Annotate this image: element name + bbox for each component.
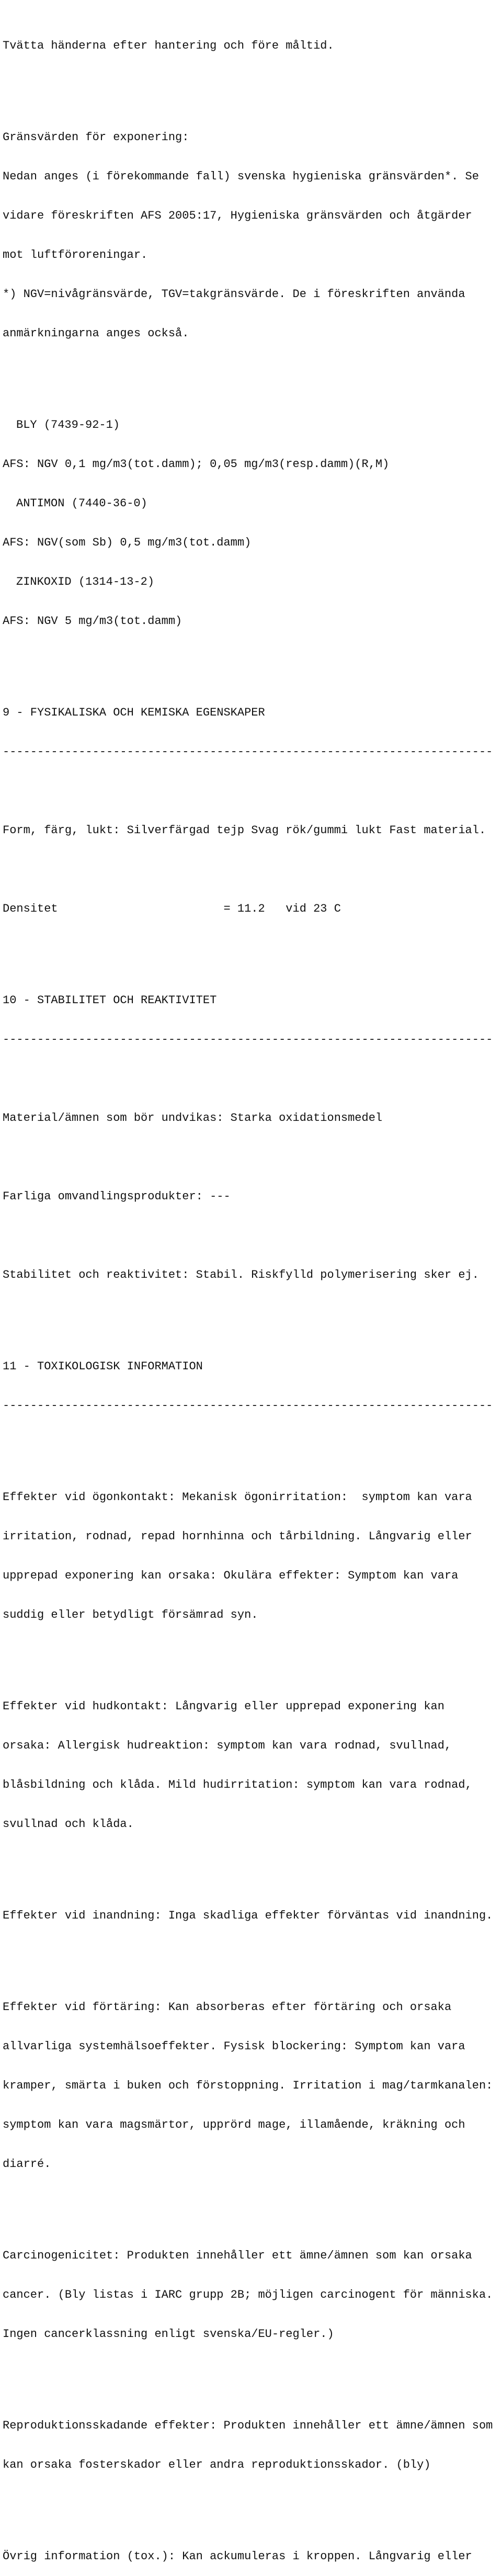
spacer [3,1648,502,1661]
ingestion-effects-line: kramper, smärta i buken och förstoppning. Irritation i mag/tarmkanalen: [3,2079,493,2092]
spacer [3,1072,502,1085]
spacer [3,1308,502,1321]
spacer [3,1948,502,1961]
section-divider: ----------------------------------------------------------------------- [3,1033,493,1046]
other-tox-info-line: Övrig information (tox.): Kan ackumuleras i kroppen. Långvarig eller [3,2550,472,2563]
ingestion-effects-line: Effekter vid förtäring: Kan absorberas efter förtäring och orsaka [3,2001,452,2014]
spacer [3,2498,502,2511]
carcinogenicity-line: Ingen cancerklassning enligt svenska/EU-regler.) [3,2328,334,2341]
spacer [3,366,502,379]
inhalation-effects-line: Effekter vid inandning: Inga skadliga effekter förväntas vid inandning. [3,1909,493,1922]
section-divider: ----------------------------------------------------------------------- [3,1399,493,1412]
spacer [3,785,502,798]
spacer [3,1438,502,1451]
exposure-text-line: *) NGV=nivågränsvärde, TGV=takgränsvärde. De i föreskriften använda [3,288,465,301]
spacer [3,78,502,92]
safety-data-sheet-page [3,0,502,2576]
substance-limit: AFS: NGV(som Sb) 0,5 mg/m3(tot.damm) [3,536,252,549]
substance-name: ZINKOXID (1314-13-2) [16,575,155,588]
eye-effects-line: upprepad exponering kan orsaka: Okulära effekter: Symptom kan vara [3,1569,459,1582]
substance-name: BLY (7439-92-1) [16,418,120,432]
spacer [3,2367,502,2380]
eye-effects-line: suddig eller betydligt försämrad syn. [3,1608,258,1621]
reproduction-effects-line: kan orsaka fosterskador eller andra reproduktionsskador. (bly) [3,2458,431,2471]
spacer [3,2197,502,2210]
skin-effects-line: Effekter vid hudkontakt: Långvarig eller upprepad exponering kan [3,1700,444,1713]
substance-limit: AFS: NGV 0,1 mg/m3(tot.damm); 0,05 mg/m3(resp.damm)(R,M) [3,458,390,471]
spacer [3,1151,502,1164]
exposure-text-line: Nedan anges (i förekommande fall) svenska hygieniska gränsvärden*. Se [3,170,479,183]
exposure-limits-heading: Gränsvärden för exponering: [3,131,189,144]
spacer [3,654,502,667]
section-divider: ----------------------------------------------------------------------- [3,745,493,758]
skin-effects-line: svullnad och klåda. [3,1818,134,1831]
ingestion-effects-line: allvarliga systemhälsoeffekter. Fysisk blockering: Symptom kan vara [3,2040,465,2053]
hazardous-products: Farliga omvandlingsprodukter: --- [3,1190,231,1203]
ingestion-effects-line: diarré. [3,2158,51,2171]
section-10-heading: 10 - STABILITET OCH REAKTIVITET [3,994,217,1007]
eye-effects-line: Effekter vid ögonkontakt: Mekanisk ögonirritation: symptom kan vara [3,1491,472,1504]
substance-limit: AFS: NGV 5 mg/m3(tot.damm) [3,615,182,628]
spacer [3,941,502,955]
skin-effects-line: blåsbildning och klåda. Mild hudirritation: symptom kan vara rodnad, [3,1778,472,1791]
stability-reactivity: Stabilitet och reaktivitet: Stabil. Riskfylld polymerisering sker ej. [3,1268,479,1281]
handling-instruction: Tvätta händerna efter hantering och före måltid. [3,39,334,52]
reproduction-effects-line: Reproduktionsskadande effekter: Produkten innehåller ett ämne/ämnen som [3,2419,493,2432]
spacer [3,1229,502,1242]
form-color-odor: Form, färg, lukt: Silverfärgad tejp Svag rök/gummi lukt Fast material. [3,824,486,837]
eye-effects-line: irritation, rodnad, repad hornhinna och tårbildning. Långvarig eller [3,1530,472,1543]
spacer [3,863,502,876]
exposure-text-line: anmärkningarna anges också. [3,327,189,340]
section-11-heading: 11 - TOXIKOLOGISK INFORMATION [3,1360,203,1373]
skin-effects-line: orsaka: Allergisk hudreaktion: symptom kan vara rodnad, svullnad, [3,1739,452,1752]
ingestion-effects-line: symptom kan vara magsmärtor, upprörd mage, illamående, kräkning och [3,2118,465,2131]
density-value: Densitet = 11.2 vid 23 C [3,902,341,915]
substance-name: ANTIMON (7440-36-0) [16,497,147,510]
exposure-text-line: vidare föreskriften AFS 2005:17, Hygieniska gränsvärden och åtgärder [3,209,472,222]
spacer [3,1857,502,1870]
carcinogenicity-line: cancer. (Bly listas i IARC grupp 2B; möjligen carcinogent för människa. [3,2288,493,2301]
section-9-heading: 9 - FYSIKALISKA OCH KEMISKA EGENSKAPER [3,706,265,719]
materials-to-avoid: Material/ämnen som bör undvikas: Starka oxidationsmedel [3,1111,383,1125]
exposure-text-line: mot luftföroreningar. [3,248,148,262]
carcinogenicity-line: Carcinogenicitet: Produkten innehåller ett ämne/ämnen som kan orsaka [3,2249,472,2262]
